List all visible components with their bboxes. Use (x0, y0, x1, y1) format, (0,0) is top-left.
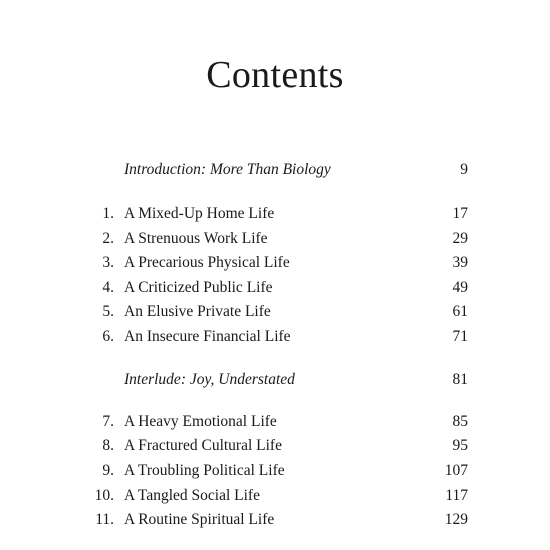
toc-entry-page: 107 (444, 462, 468, 479)
toc-entry-number: 5. (102, 303, 114, 320)
toc-entry-chapter[interactable] (0, 484, 550, 508)
toc-entry-chapter[interactable] (0, 227, 550, 251)
toc-entry-label: An Elusive Private Life (124, 303, 271, 320)
toc-entry-number: 1. (102, 205, 114, 222)
toc-entry-label: A Strenuous Work Life (124, 230, 268, 247)
toc-entry-number: 2. (102, 230, 114, 247)
toc-entry-label: A Heavy Emotional Life (124, 413, 277, 430)
toc-entry-chapter[interactable] (0, 300, 550, 324)
toc-entry-chapter[interactable] (0, 276, 550, 300)
toc-entry-number: 4. (102, 279, 114, 296)
toc-entry-page: 29 (452, 230, 468, 247)
toc-entry-number: 7. (102, 413, 114, 430)
toc-entry-page: 61 (452, 303, 468, 320)
toc-entry-page: 85 (452, 413, 468, 430)
toc-entry-chapter[interactable] (0, 434, 550, 458)
page-title: Contents (206, 54, 344, 96)
toc-entry-page: 71 (452, 328, 468, 345)
toc-entry-page: 9 (460, 161, 468, 178)
toc-entry-number: 6. (102, 328, 114, 345)
toc-entry-page: 95 (452, 437, 468, 454)
toc-entry-page: 39 (452, 254, 468, 271)
toc-entry-label: Introduction: More Than Biology (124, 161, 331, 178)
toc-entry-label: Interlude: Joy, Understated (124, 371, 295, 388)
toc-entry-page: 17 (452, 205, 468, 222)
toc-entry-number: 9. (102, 462, 114, 479)
toc-entry-label: An Insecure Financial Life (124, 328, 291, 345)
toc-entry-chapter[interactable] (0, 508, 550, 532)
toc-entry-page: 81 (452, 371, 468, 388)
toc-entry-page: 117 (445, 487, 468, 504)
toc-entry-label: A Tangled Social Life (124, 487, 260, 504)
toc-entry-label: A Fractured Cultural Life (124, 437, 282, 454)
toc-entry-label: A Precarious Physical Life (124, 254, 290, 271)
toc-entry-chapter[interactable] (0, 459, 550, 483)
toc-entry-number: 8. (102, 437, 114, 454)
toc-entry-introduction[interactable] (0, 158, 550, 182)
toc-entry-interlude[interactable] (0, 368, 550, 392)
toc-entry-label: A Troubling Political Life (124, 462, 285, 479)
toc-entry-number: 10. (94, 487, 114, 504)
toc-entry-chapter[interactable] (0, 202, 550, 226)
toc-entry-chapter[interactable] (0, 251, 550, 275)
toc-entry-page: 49 (452, 279, 468, 296)
toc-entry-page: 129 (444, 511, 468, 528)
toc-entry-chapter[interactable] (0, 410, 550, 434)
toc-entry-label: A Mixed-Up Home Life (124, 205, 275, 222)
toc-entry-label: A Routine Spiritual Life (124, 511, 275, 528)
toc-entry-label: A Criticized Public Life (124, 279, 273, 296)
toc-entry-number: 3. (102, 254, 114, 271)
toc-entry-chapter[interactable] (0, 325, 550, 349)
toc-entry-number: 11. (95, 511, 114, 528)
